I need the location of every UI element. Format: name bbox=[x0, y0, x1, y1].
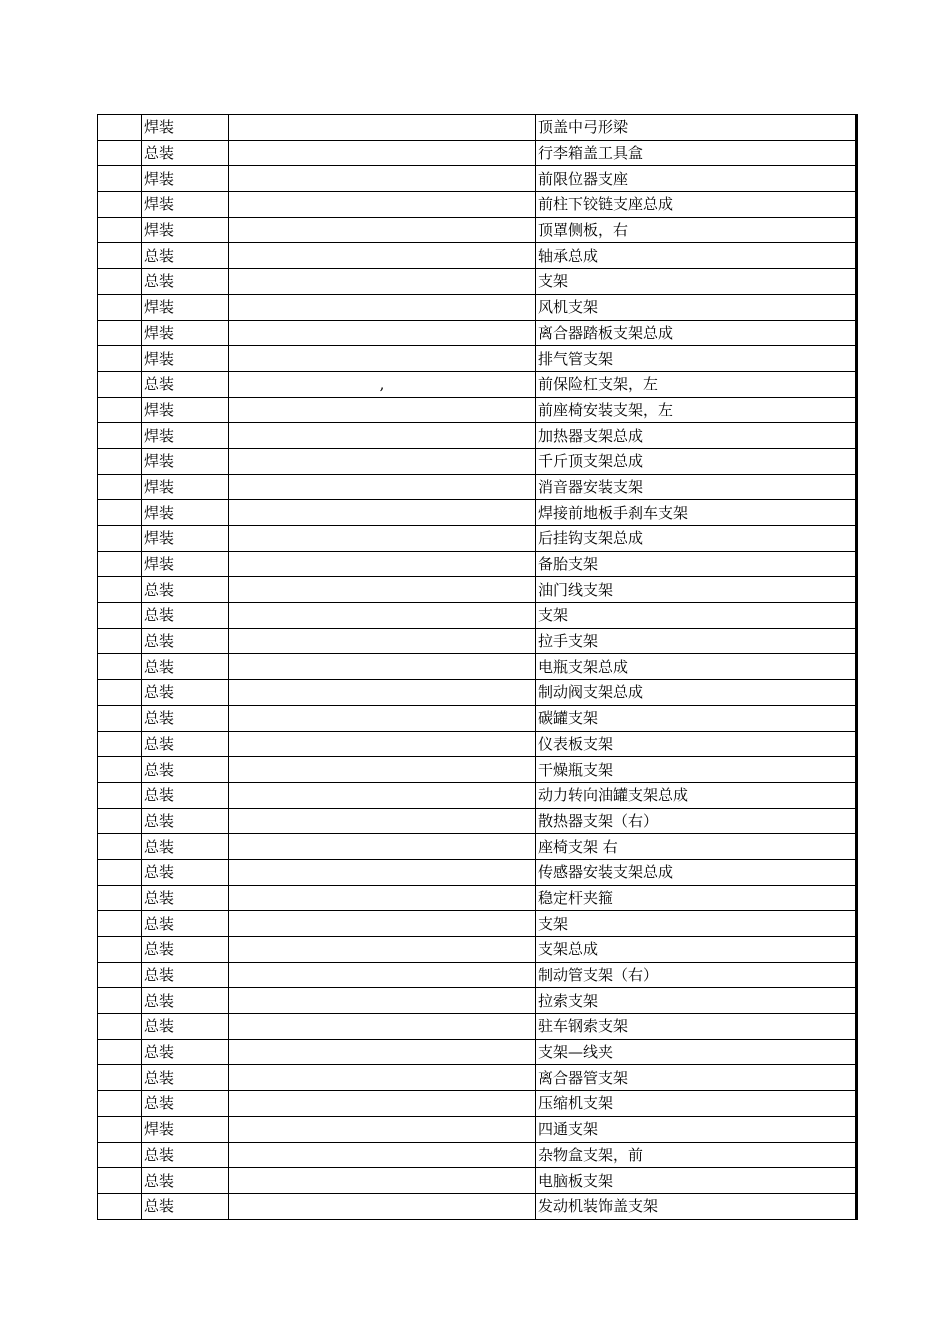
table-row bbox=[98, 320, 857, 346]
department-cell: 总装 bbox=[142, 371, 229, 397]
note-cell bbox=[229, 937, 536, 963]
table-row bbox=[98, 192, 857, 218]
part-name-cell: 加热器支架总成 bbox=[536, 423, 857, 449]
blank-cell bbox=[98, 1039, 142, 1065]
blank-cell bbox=[98, 859, 142, 885]
note-cell bbox=[229, 885, 536, 911]
department-cell: 焊装 bbox=[142, 166, 229, 192]
note-cell bbox=[229, 1116, 536, 1142]
department-cell: 总装 bbox=[142, 243, 229, 269]
note-cell bbox=[229, 808, 536, 834]
note-cell bbox=[229, 577, 536, 603]
note-cell bbox=[229, 654, 536, 680]
note-cell bbox=[229, 397, 536, 423]
blank-cell bbox=[98, 500, 142, 526]
department-cell: 焊装 bbox=[142, 500, 229, 526]
department-cell: 总装 bbox=[142, 680, 229, 706]
note-cell bbox=[229, 140, 536, 166]
table-row bbox=[98, 680, 857, 706]
table-row bbox=[98, 757, 857, 783]
department-cell: 总装 bbox=[142, 269, 229, 295]
blank-cell bbox=[98, 423, 142, 449]
table-row bbox=[98, 1091, 857, 1117]
table-row bbox=[98, 217, 857, 243]
blank-cell bbox=[98, 962, 142, 988]
blank-cell bbox=[98, 1168, 142, 1194]
part-name-cell: 制动管支架（右） bbox=[536, 962, 857, 988]
table-row bbox=[98, 1116, 857, 1142]
blank-cell bbox=[98, 397, 142, 423]
part-name-cell: 行李箱盖工具盒 bbox=[536, 140, 857, 166]
blank-cell bbox=[98, 526, 142, 552]
department-cell: 焊装 bbox=[142, 526, 229, 552]
part-name-cell: 传感器安装支架总成 bbox=[536, 859, 857, 885]
blank-cell bbox=[98, 192, 142, 218]
blank-cell bbox=[98, 988, 142, 1014]
department-cell: 总装 bbox=[142, 782, 229, 808]
table-row bbox=[98, 808, 857, 834]
department-cell: 总装 bbox=[142, 731, 229, 757]
note-cell bbox=[229, 269, 536, 295]
department-cell: 总装 bbox=[142, 1065, 229, 1091]
part-name-cell: 轴承总成 bbox=[536, 243, 857, 269]
note-cell bbox=[229, 988, 536, 1014]
department-cell: 焊装 bbox=[142, 320, 229, 346]
note-cell bbox=[229, 731, 536, 757]
table-row bbox=[98, 448, 857, 474]
part-name-cell: 拉手支架 bbox=[536, 628, 857, 654]
blank-cell bbox=[98, 680, 142, 706]
department-cell: 焊装 bbox=[142, 217, 229, 243]
table-row bbox=[98, 654, 857, 680]
table-row bbox=[98, 397, 857, 423]
note-cell bbox=[229, 551, 536, 577]
part-name-cell: 千斤顶支架总成 bbox=[536, 448, 857, 474]
department-cell: 焊装 bbox=[142, 397, 229, 423]
table-row bbox=[98, 834, 857, 860]
part-name-cell: 散热器支架（右） bbox=[536, 808, 857, 834]
department-cell: 焊装 bbox=[142, 115, 229, 141]
table-row bbox=[98, 731, 857, 757]
department-cell: 总装 bbox=[142, 140, 229, 166]
table-row bbox=[98, 937, 857, 963]
part-name-cell: 支架 bbox=[536, 269, 857, 295]
department-cell: 总装 bbox=[142, 834, 229, 860]
table-row bbox=[98, 269, 857, 295]
blank-cell bbox=[98, 115, 142, 141]
department-cell: 焊装 bbox=[142, 448, 229, 474]
table-row bbox=[98, 474, 857, 500]
note-cell bbox=[229, 217, 536, 243]
note-cell bbox=[229, 423, 536, 449]
part-name-cell: 发动机装饰盖支架 bbox=[536, 1193, 857, 1219]
part-name-cell: 油门线支架 bbox=[536, 577, 857, 603]
part-name-cell: 前限位器支座 bbox=[536, 166, 857, 192]
department-cell: 总装 bbox=[142, 628, 229, 654]
note-cell bbox=[229, 526, 536, 552]
blank-cell bbox=[98, 320, 142, 346]
table-row bbox=[98, 1065, 857, 1091]
note-cell bbox=[229, 320, 536, 346]
department-cell: 总装 bbox=[142, 1091, 229, 1117]
department-cell: 总装 bbox=[142, 1014, 229, 1040]
blank-cell bbox=[98, 217, 142, 243]
department-cell: 总装 bbox=[142, 962, 229, 988]
table-row bbox=[98, 705, 857, 731]
table-row bbox=[98, 603, 857, 629]
note-cell bbox=[229, 1142, 536, 1168]
blank-cell bbox=[98, 628, 142, 654]
table-row bbox=[98, 294, 857, 320]
blank-cell bbox=[98, 757, 142, 783]
note-cell bbox=[229, 346, 536, 372]
part-name-cell: 焊接前地板手刹车支架 bbox=[536, 500, 857, 526]
blank-cell bbox=[98, 371, 142, 397]
part-name-cell: 后挂钩支架总成 bbox=[536, 526, 857, 552]
department-cell: 总装 bbox=[142, 1039, 229, 1065]
table-row bbox=[98, 423, 857, 449]
table-row bbox=[98, 859, 857, 885]
note-cell bbox=[229, 192, 536, 218]
part-name-cell: 动力转向油罐支架总成 bbox=[536, 782, 857, 808]
part-name-cell: 制动阀支架总成 bbox=[536, 680, 857, 706]
note-cell bbox=[229, 859, 536, 885]
part-name-cell: 杂物盒支架，前 bbox=[536, 1142, 857, 1168]
note-cell bbox=[229, 1168, 536, 1194]
blank-cell bbox=[98, 603, 142, 629]
table-row bbox=[98, 346, 857, 372]
note-cell bbox=[229, 628, 536, 654]
part-name-cell: 离合器踏板支架总成 bbox=[536, 320, 857, 346]
note-cell bbox=[229, 962, 536, 988]
blank-cell bbox=[98, 1142, 142, 1168]
table-row bbox=[98, 988, 857, 1014]
part-name-cell: 顶盖中弓形梁 bbox=[536, 115, 857, 141]
part-name-cell: 仪表板支架 bbox=[536, 731, 857, 757]
note-cell bbox=[229, 680, 536, 706]
table-row bbox=[98, 577, 857, 603]
table-row bbox=[98, 885, 857, 911]
department-cell: 总装 bbox=[142, 654, 229, 680]
department-cell: 总装 bbox=[142, 937, 229, 963]
department-cell: 总装 bbox=[142, 808, 229, 834]
note-cell bbox=[229, 1193, 536, 1219]
blank-cell bbox=[98, 731, 142, 757]
note-cell bbox=[229, 782, 536, 808]
department-cell: 总装 bbox=[142, 1193, 229, 1219]
part-name-cell: 拉索支架 bbox=[536, 988, 857, 1014]
part-name-cell: 前座椅安装支架，左 bbox=[536, 397, 857, 423]
blank-cell bbox=[98, 1193, 142, 1219]
blank-cell bbox=[98, 474, 142, 500]
table-row bbox=[98, 526, 857, 552]
blank-cell bbox=[98, 705, 142, 731]
department-cell: 总装 bbox=[142, 577, 229, 603]
blank-cell bbox=[98, 1065, 142, 1091]
parts-table-body bbox=[98, 115, 857, 1220]
blank-cell bbox=[98, 1091, 142, 1117]
part-name-cell: 支架—线夹 bbox=[536, 1039, 857, 1065]
department-cell: 焊装 bbox=[142, 1116, 229, 1142]
blank-cell bbox=[98, 911, 142, 937]
note-cell bbox=[229, 166, 536, 192]
table-row bbox=[98, 243, 857, 269]
department-cell: 焊装 bbox=[142, 423, 229, 449]
blank-cell bbox=[98, 243, 142, 269]
table-row bbox=[98, 140, 857, 166]
department-cell: 总装 bbox=[142, 705, 229, 731]
part-name-cell: 支架 bbox=[536, 911, 857, 937]
part-name-cell: 顶罩侧板，右 bbox=[536, 217, 857, 243]
parts-table bbox=[97, 114, 858, 1220]
blank-cell bbox=[98, 885, 142, 911]
table-row bbox=[98, 1142, 857, 1168]
blank-cell bbox=[98, 551, 142, 577]
blank-cell bbox=[98, 448, 142, 474]
note-cell: , bbox=[229, 371, 536, 397]
part-name-cell: 前保险杠支架，左 bbox=[536, 371, 857, 397]
table-row bbox=[98, 911, 857, 937]
department-cell: 总装 bbox=[142, 988, 229, 1014]
note-cell bbox=[229, 474, 536, 500]
blank-cell bbox=[98, 808, 142, 834]
part-name-cell: 备胎支架 bbox=[536, 551, 857, 577]
table-row bbox=[98, 166, 857, 192]
note-cell bbox=[229, 115, 536, 141]
note-cell bbox=[229, 448, 536, 474]
note-cell bbox=[229, 1091, 536, 1117]
department-cell: 焊装 bbox=[142, 346, 229, 372]
department-cell: 焊装 bbox=[142, 551, 229, 577]
part-name-cell: 支架总成 bbox=[536, 937, 857, 963]
note-cell bbox=[229, 1039, 536, 1065]
blank-cell bbox=[98, 1014, 142, 1040]
part-name-cell: 稳定杆夹箍 bbox=[536, 885, 857, 911]
part-name-cell: 支架 bbox=[536, 603, 857, 629]
department-cell: 总装 bbox=[142, 1168, 229, 1194]
department-cell: 总装 bbox=[142, 757, 229, 783]
part-name-cell: 干燥瓶支架 bbox=[536, 757, 857, 783]
department-cell: 总装 bbox=[142, 1142, 229, 1168]
table-row bbox=[98, 371, 857, 397]
table-row bbox=[98, 115, 857, 141]
part-name-cell: 电脑板支架 bbox=[536, 1168, 857, 1194]
part-name-cell: 压缩机支架 bbox=[536, 1091, 857, 1117]
note-cell bbox=[229, 911, 536, 937]
blank-cell bbox=[98, 937, 142, 963]
blank-cell bbox=[98, 294, 142, 320]
part-name-cell: 驻车钢索支架 bbox=[536, 1014, 857, 1040]
blank-cell bbox=[98, 834, 142, 860]
department-cell: 总装 bbox=[142, 859, 229, 885]
blank-cell bbox=[98, 1116, 142, 1142]
part-name-cell: 四通支架 bbox=[536, 1116, 857, 1142]
department-cell: 焊装 bbox=[142, 474, 229, 500]
part-name-cell: 前柱下铰链支座总成 bbox=[536, 192, 857, 218]
table-row bbox=[98, 551, 857, 577]
table-row bbox=[98, 782, 857, 808]
table-row bbox=[98, 500, 857, 526]
table-row bbox=[98, 962, 857, 988]
note-cell bbox=[229, 243, 536, 269]
blank-cell bbox=[98, 346, 142, 372]
note-cell bbox=[229, 294, 536, 320]
blank-cell bbox=[98, 577, 142, 603]
part-name-cell: 碳罐支架 bbox=[536, 705, 857, 731]
part-name-cell: 消音器安装支架 bbox=[536, 474, 857, 500]
blank-cell bbox=[98, 269, 142, 295]
part-name-cell: 风机支架 bbox=[536, 294, 857, 320]
note-cell bbox=[229, 500, 536, 526]
table-row bbox=[98, 1014, 857, 1040]
note-cell bbox=[229, 757, 536, 783]
blank-cell bbox=[98, 166, 142, 192]
part-name-cell: 电瓶支架总成 bbox=[536, 654, 857, 680]
department-cell: 总装 bbox=[142, 885, 229, 911]
note-cell bbox=[229, 1065, 536, 1091]
table-row bbox=[98, 1168, 857, 1194]
department-cell: 总装 bbox=[142, 911, 229, 937]
part-name-cell: 座椅支架 右 bbox=[536, 834, 857, 860]
table-row bbox=[98, 1039, 857, 1065]
blank-cell bbox=[98, 140, 142, 166]
note-cell bbox=[229, 705, 536, 731]
table-row bbox=[98, 1193, 857, 1219]
blank-cell bbox=[98, 654, 142, 680]
note-cell bbox=[229, 834, 536, 860]
department-cell: 焊装 bbox=[142, 294, 229, 320]
department-cell: 焊装 bbox=[142, 192, 229, 218]
note-cell bbox=[229, 1014, 536, 1040]
department-cell: 总装 bbox=[142, 603, 229, 629]
table-row bbox=[98, 628, 857, 654]
blank-cell bbox=[98, 782, 142, 808]
note-cell bbox=[229, 603, 536, 629]
part-name-cell: 排气管支架 bbox=[536, 346, 857, 372]
part-name-cell: 离合器管支架 bbox=[536, 1065, 857, 1091]
